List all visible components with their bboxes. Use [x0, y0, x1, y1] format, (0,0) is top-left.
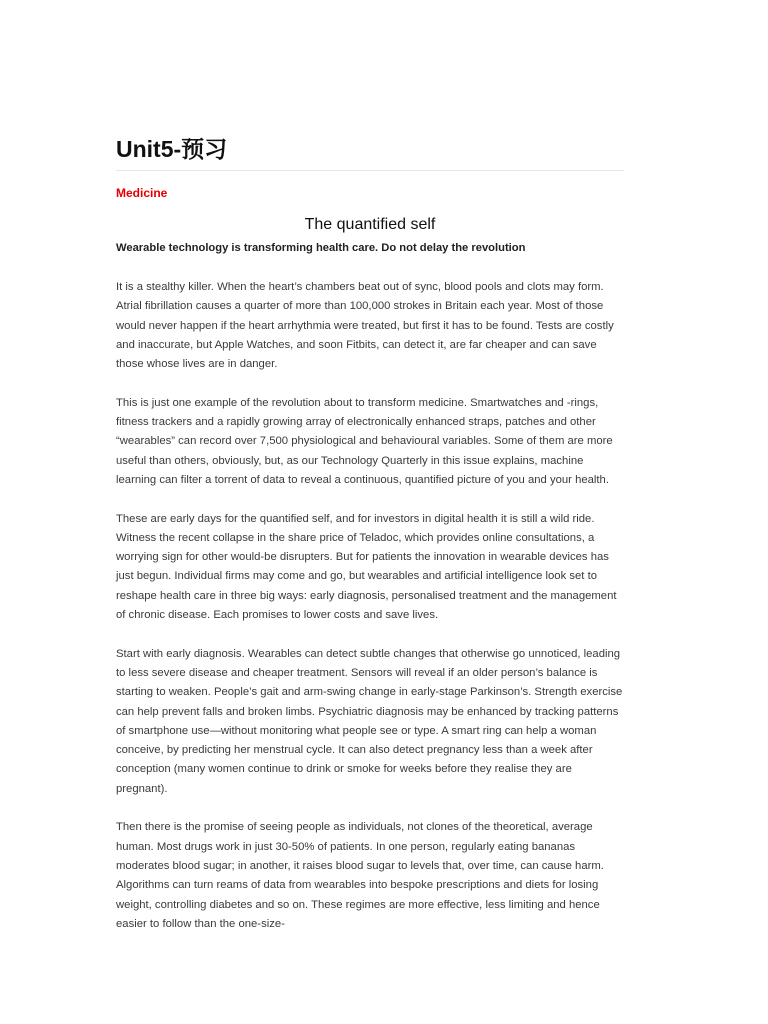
paragraph-4: Start with early diagnosis. Wearables can detect subtle changes that otherwise go unnoticed, leading to less severe disease and cheaper treatment. Sensors will reveal if an older person’s balance is starting to weaken. People’s gait and arm-swing change in early-stage Parkinson’s. Strength exercise can help prevent falls and broken limbs. Psychiatric diagnosis may be enhanced by tracking patterns of smartphone use—without monitoring what people see or type. A smart ring can help a woman conceive, by predicting her menstrual cycle. It can also detect pregnancy less than a week after conception (many women continue to drink or smoke for weeks before they realise they are pregnant).: [116, 647, 623, 795]
article-body: [116, 278, 624, 934]
article: [116, 134, 624, 934]
article-subheadline: Wearable technology is transforming health care. Do not delay the revolution: [116, 242, 526, 254]
paragraph-5: Then there is the promise of seeing people as individuals, not clones of the theoretical, average human. Most drugs work in just 30-50% of patients. In one person, regularly eating bananas moderates blood sugar; in another, it raises blood sugar to levels that, over time, can cause harm. Algorithms can turn reams of data from wearables into bespoke prescriptions and diets for losing weight, controlling diabetes and so on. These regimes are more effective, less limiting and hence easier to follow than the one-size-: [116, 821, 604, 930]
article-headline: The quantified self: [304, 216, 436, 233]
page-title: Unit5-预习: [116, 134, 624, 171]
paragraph-1: It is a stealthy killer. When the heart’s chambers beat out of sync, blood pools and clots may form. Atrial fibrillation causes a quarter of more than 100,000 strokes in Britain each year. Most of those would never happen if the heart arrhythmia were treated, but first it has to be found. Tests are costly and inaccurate, but Apple Watches, and soon Fitbits, can detect it, are far cheaper and can save those whose lives are in danger.: [116, 281, 614, 371]
paragraph-2: This is just one example of the revolution about to transform medicine. Smartwatches and -rings, fitness trackers and a rapidly growing array of electronically enhanced straps, patches and other “wearables” can record over 7,500 physiological and behavioural variables. Some of them are more useful than others, obviously, but, as our Technology Quarterly in this issue explains, machine learning can filter a torrent of data to reveal a continuous, quantified picture of you and your health.: [116, 396, 613, 486]
paragraph-3: These are early days for the quantified self, and for investors in digital health it is still a wild ride. Witness the recent collapse in the share price of Teladoc, which provides online consultations, a worrying sign for other would-be disrupters. But for patients the innovation in wearable devices has just begun. Individual firms may come and go, but wearables and artificial intelligence look set to reshape health care in three big ways: early diagnosis, personalised treatment and the management of chronic disease. Each promises to lower costs and save lives.: [116, 512, 617, 622]
section-tag[interactable]: Medicine: [116, 186, 168, 200]
